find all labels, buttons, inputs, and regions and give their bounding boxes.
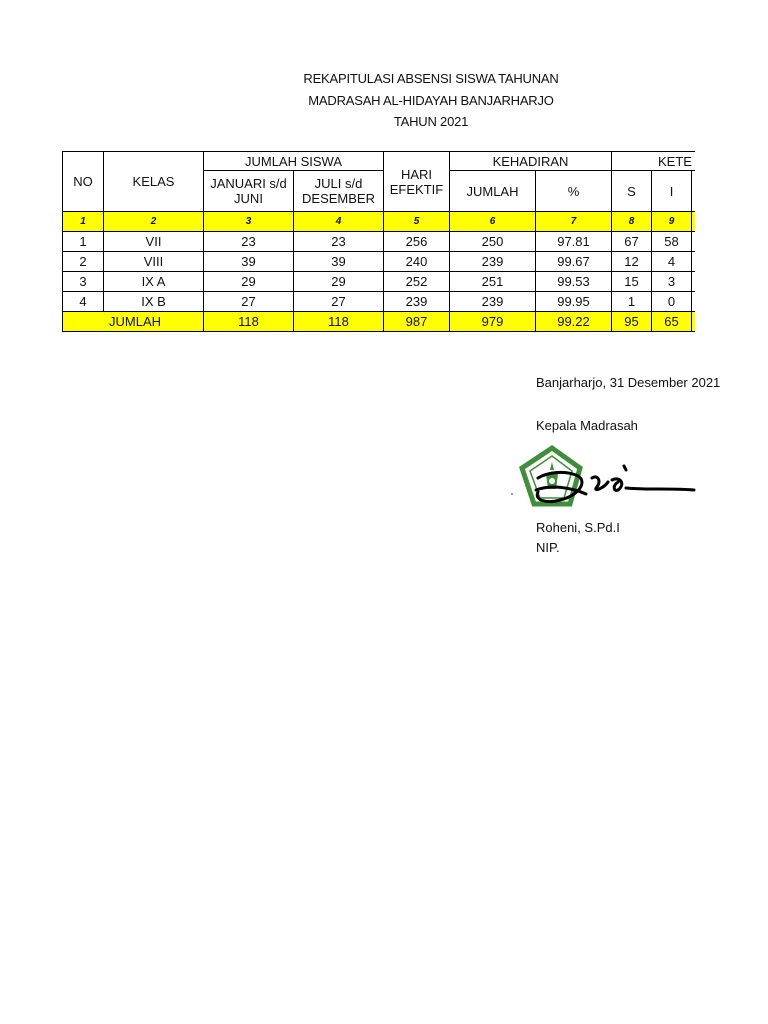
cell-jumlah: 239 — [450, 252, 536, 272]
index-cell: 1 — [63, 212, 104, 232]
cell-s: 67 — [612, 232, 652, 252]
index-cell: 6 — [450, 212, 536, 232]
cell-januari: 23 — [204, 232, 294, 252]
index-cell: 7 — [536, 212, 612, 232]
cell-kelas: IX B — [104, 292, 204, 312]
principal-nip: NIP. — [536, 540, 560, 555]
total-label: JUMLAH — [63, 312, 204, 332]
cell-no: 1 — [63, 232, 104, 252]
principal-title: Kepala Madrasah — [536, 418, 638, 433]
cell-persen: 99.67 — [536, 252, 612, 272]
cell-jumlah: 239 — [450, 292, 536, 312]
cell-kelas: VII — [104, 232, 204, 252]
place-date: Banjarharjo, 31 Desember 2021 — [536, 375, 721, 390]
cell-persen: 99.53 — [536, 272, 612, 292]
header-januari: JANUARI s/d JUNI — [204, 171, 294, 212]
header-keterangan: KETE — [612, 152, 732, 171]
header-kehadiran-persen: % — [536, 171, 612, 212]
total-hari-efektif: 987 — [384, 312, 450, 332]
cell-i: 4 — [652, 252, 692, 272]
cell-kelas: IX A — [104, 272, 204, 292]
cell-hari-efektif: 256 — [384, 232, 450, 252]
total-row — [63, 312, 732, 332]
index-cell: 2 — [104, 212, 204, 232]
principal-name: Roheni, S.Pd.I — [536, 520, 620, 535]
table-row — [63, 252, 732, 272]
cell-s: 12 — [612, 252, 652, 272]
school-name: MADRASAH AL-HIDAYAH BANJARHARJO — [308, 93, 554, 108]
place-date-wrapper — [536, 374, 721, 394]
header-hari-efektif: HARI EFEKTIF — [384, 152, 450, 212]
cell-persen: 97.81 — [536, 232, 612, 252]
cell-jumlah: 251 — [450, 272, 536, 292]
cell-persen: 99.95 — [536, 292, 612, 312]
cell-juli: 39 — [294, 252, 384, 272]
cell-i: 0 — [652, 292, 692, 312]
header-jumlah-siswa: JUMLAH SISWA — [204, 152, 384, 171]
table-row — [63, 292, 732, 312]
total-i: 65 — [652, 312, 692, 332]
cell-hari-efektif: 240 — [384, 252, 450, 272]
cell-hari-efektif: 252 — [384, 272, 450, 292]
index-cell: 4 — [294, 212, 384, 232]
cell-s: 1 — [612, 292, 652, 312]
cell-jumlah: 250 — [450, 232, 536, 252]
report-title: REKAPITULASI ABSENSI SISWA TAHUNAN — [303, 71, 559, 86]
total-s: 95 — [612, 312, 652, 332]
index-cell: 9 — [652, 212, 692, 232]
index-cell: 8 — [612, 212, 652, 232]
cell-kelas: VIII — [104, 252, 204, 272]
header-no: NO — [63, 152, 104, 212]
total-juli: 118 — [294, 312, 384, 332]
index-cell: 5 — [384, 212, 450, 232]
cell-hari-efektif: 239 — [384, 292, 450, 312]
cell-i: 3 — [652, 272, 692, 292]
cell-januari: 29 — [204, 272, 294, 292]
cell-juli: 23 — [294, 232, 384, 252]
header-kehadiran-jumlah: JUMLAH — [450, 171, 536, 212]
cell-januari: 27 — [204, 292, 294, 312]
header-kelas: KELAS — [104, 152, 204, 212]
cell-no: 3 — [63, 272, 104, 292]
table-row — [63, 232, 732, 252]
header-kehadiran: KEHADIRAN — [450, 152, 612, 171]
cell-januari: 39 — [204, 252, 294, 272]
total-persen: 99.22 — [536, 312, 612, 332]
cell-s: 15 — [612, 272, 652, 292]
report-year: TAHUN 2021 — [393, 114, 469, 129]
index-row — [63, 212, 732, 232]
cell-juli: 29 — [294, 272, 384, 292]
cell-i: 58 — [652, 232, 692, 252]
page-edge-mask — [695, 140, 768, 340]
header-juli: JULI s/d DESEMBER — [294, 171, 384, 212]
total-jumlah: 979 — [450, 312, 536, 332]
cell-juli: 27 — [294, 292, 384, 312]
stamp-and-signature — [508, 444, 698, 516]
total-januari: 118 — [204, 312, 294, 332]
table-row — [63, 272, 732, 292]
cell-no: 2 — [63, 252, 104, 272]
attendance-table — [62, 151, 732, 332]
header-i: I — [652, 171, 692, 212]
index-cell: 3 — [204, 212, 294, 232]
header-s: S — [612, 171, 652, 212]
cell-no: 4 — [63, 292, 104, 312]
